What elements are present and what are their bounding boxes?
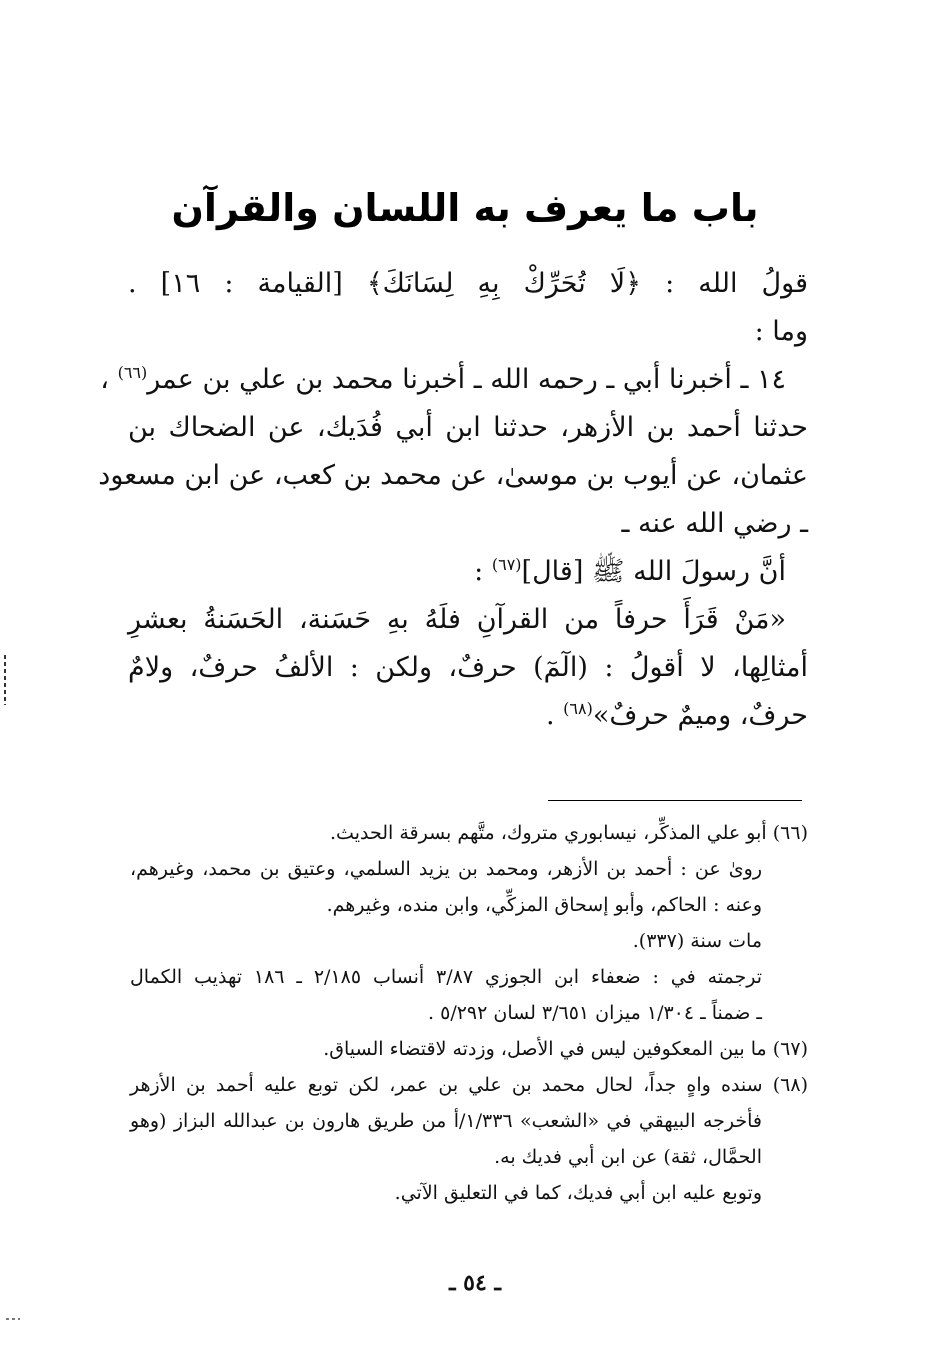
hadith-chain-line bbox=[100, 356, 808, 404]
body-text: : bbox=[474, 556, 492, 587]
page-number: ـ ٥٤ ـ bbox=[449, 1270, 501, 1296]
body-text: ـ رضي الله عنه ـ bbox=[621, 508, 808, 539]
chapter-title: باب ما يعرف به اللسان والقرآن bbox=[171, 186, 759, 230]
body-text: ١٤ ـ أخبرنا أبي ـ رحمه الله ـ أخبرنا محمد بن علي بن عمر bbox=[147, 364, 786, 395]
footnote-separator bbox=[548, 800, 802, 801]
body-line bbox=[128, 404, 808, 452]
footnote-ref: (٦٧) bbox=[491, 555, 522, 574]
main-text bbox=[98, 260, 809, 740]
footnote-line: (٦٦) أبو علي المذكِّر، نيسابوري متروك، متَّهم بسرقة الحديث. bbox=[330, 822, 808, 844]
scan-corner-mark bbox=[6, 1318, 20, 1320]
footnote-line: وعنه : الحاكم، وأبو إسحاق المزكِّي، وابن منده، وغيرهم. bbox=[326, 894, 762, 916]
footnote-line: روىٰ عن : أحمد بن الأزهر، ومحمد بن يزيد السلمي، وعتيق بن محمد، وغيرهم، bbox=[130, 858, 762, 880]
body-text: حدثنا أحمد بن الأزهر، حدثنا ابن أبي فُدَيك، عن الضحاك بن bbox=[128, 412, 808, 443]
body-text: أمثالِها، لا أقولُ : (الٓمٓ) حرفٌ، ولكن : الألفُ حرفٌ، ولامٌ bbox=[128, 652, 808, 683]
footnote-ref: (٦٦) bbox=[117, 363, 148, 382]
footnote-ref: (٦٨) bbox=[563, 699, 593, 718]
hadith-text-line bbox=[128, 596, 808, 644]
footnote-line: (٦٧) ما بين المعكوفين ليس في الأصل، وزدته لاقتضاء السياق. bbox=[323, 1038, 808, 1060]
body-text: ، bbox=[100, 364, 118, 395]
footnote-line: (٦٨) سنده واهٍ جداً، لحال محمد بن علي بن عمر، لكن توبع عليه أحمد بن الأزهر bbox=[130, 1074, 808, 1096]
body-text: أنَّ رسولَ الله ﷺ [قال] bbox=[521, 556, 786, 587]
body-text: عثمان، عن أيوب بن موسىٰ، عن محمد بن كعب، عن ابن مسعود bbox=[98, 460, 808, 491]
body-line bbox=[128, 308, 808, 356]
footnote-line: ـ ضمناً ـ ١/٣٠٤ ميزان ٣/٦٥١ لسان ٥/٢٩٢ . bbox=[428, 1002, 762, 1024]
body-text: . bbox=[545, 700, 564, 731]
body-line bbox=[98, 452, 808, 500]
body-text: حرفٌ، وميمٌ حرفٌ» bbox=[592, 700, 808, 731]
hadith-text-line bbox=[128, 644, 808, 692]
footnote-line: الحمَّال، ثقة) عن ابن أبي فديك به. bbox=[494, 1146, 762, 1168]
quran-quote-line: قولُ الله : ﴿لَا تُحَرِّكْ بِهِ لِسَانَكَ﴾ [القيامة : ١٦] . bbox=[128, 268, 809, 299]
scan-edge-mark bbox=[4, 655, 6, 705]
hadith-text-line bbox=[128, 692, 808, 740]
body-line bbox=[128, 500, 808, 548]
footnote-line: مات سنة (٣٣٧). bbox=[632, 930, 762, 952]
footnote-line: فأخرجه البيهقي في «الشعب» ١/٣٣٦/أ من طريق هارون بن عبدالله البزاز (وهو bbox=[130, 1110, 762, 1132]
body-line bbox=[128, 260, 808, 308]
footnotes bbox=[130, 815, 808, 1211]
footnote-line: وتوبع عليه ابن أبي فديك، كما في التعليق الآتي. bbox=[394, 1182, 762, 1204]
body-line bbox=[128, 548, 808, 596]
footnote-line: ترجمته في : ضعفاء ابن الجوزي ٣/٨٧ أنساب ٢/١٨٥ ـ ١٨٦ تهذيب الكمال bbox=[130, 966, 762, 988]
body-text: وما : bbox=[754, 316, 808, 347]
body-text: «مَنْ قَرَأَ حرفاً من القرآنِ فلَهُ بهِ حَسَنة، الحَسَنةُ بعشرِ bbox=[128, 604, 786, 635]
